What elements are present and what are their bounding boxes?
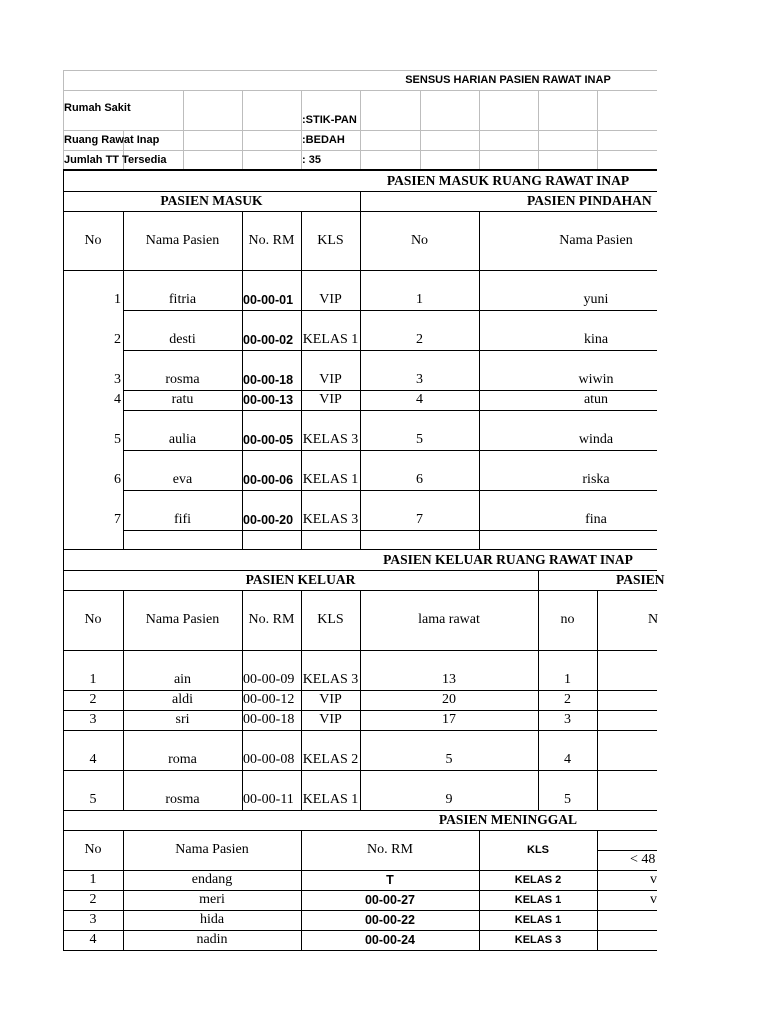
discharges-nama-header: Nama Pasien: [145, 612, 220, 627]
admissions-pindahan_no-cell: 3: [416, 372, 423, 387]
admissions-kls-cell: KELAS 3: [302, 432, 359, 447]
bed-count-label: Jumlah TT Tersedia: [64, 154, 167, 166]
section-heading-deaths: PASIEN MENINGGAL: [438, 812, 578, 827]
deaths-rm-cell: 00-00-24: [364, 933, 416, 947]
admissions-pindahan_nama-header: Nama Pasien: [559, 232, 633, 248]
deaths-no-cell: 3: [89, 912, 97, 927]
admissions-nama-cell: eva: [172, 472, 193, 487]
deaths-nama-cell: meri: [199, 892, 225, 907]
admissions-no-cell: 6: [114, 472, 121, 487]
discharges-right-header: N: [648, 612, 659, 627]
admissions-rm-cell: 00-00-20: [243, 513, 294, 527]
admissions-pindahan_no-cell: 4: [416, 392, 423, 407]
deaths-no-cell: 2: [89, 892, 97, 907]
discharges-kls-cell: KELAS 3: [302, 672, 359, 687]
discharges-no2-cell: 3: [564, 712, 571, 727]
discharges-kls-header: KLS: [317, 612, 344, 627]
discharges-no2-cell: 2: [564, 692, 571, 707]
discharges-rm-cell: 00-00-08: [243, 752, 295, 767]
admissions-nama-cell: desti: [169, 332, 196, 347]
discharges-lama_rawat-cell: 13: [442, 672, 456, 687]
admissions-pindahan_no-cell: 2: [416, 332, 423, 347]
deaths-under_48-cell: v: [650, 892, 657, 907]
discharges-kls-cell: KELAS 1: [302, 792, 359, 807]
admissions-rm-cell: 00-00-01: [243, 293, 294, 307]
deaths-nama-cell: endang: [191, 872, 233, 887]
deaths-kls-cell: KELAS 3: [514, 934, 562, 946]
admissions-nama-cell: fifi: [173, 512, 192, 527]
deaths-kls-cell: KELAS 1: [514, 914, 562, 926]
discharges-lama_rawat-cell: 17: [442, 712, 456, 727]
admissions-no-cell: 1: [114, 292, 121, 307]
admissions-pindahan_nama-cell: winda: [578, 432, 614, 447]
cell-border: [123, 530, 657, 531]
admissions-no-header: No: [84, 232, 102, 248]
cell-border: [597, 830, 598, 951]
cell-border: [479, 90, 480, 171]
group-heading-transferred: PASIEN PINDAHAN: [527, 193, 652, 208]
deaths-nama-cell: hida: [199, 912, 225, 927]
deaths-no-cell: 1: [89, 872, 97, 887]
deaths-kls-header: KLS: [527, 844, 549, 856]
admissions-no-cell: 2: [114, 332, 121, 347]
group-heading-right: PASIEN: [616, 572, 665, 587]
admissions-nama-cell: rosma: [165, 372, 200, 387]
admissions-pindahan_no-cell: 7: [416, 512, 423, 527]
admissions-nama-cell: fitria: [168, 292, 197, 307]
deaths-nama-cell: nadin: [196, 932, 228, 947]
admissions-kls-header: KLS: [317, 232, 344, 248]
admissions-kls-cell: KELAS 1: [302, 472, 359, 487]
discharges-no-cell: 5: [89, 792, 97, 807]
cell-border: [538, 90, 539, 171]
admissions-pindahan_nama-cell: yuni: [583, 292, 609, 307]
discharges-no-header: No: [84, 612, 102, 627]
admissions-kls-cell: VIP: [319, 372, 342, 387]
section-heading-admissions: PASIEN MASUK RUANG RAWAT INAP: [386, 172, 630, 188]
admissions-rm-cell: 00-00-13: [243, 393, 294, 407]
admissions-pindahan_no-cell: 5: [416, 432, 423, 447]
discharges-no2-cell: 1: [564, 672, 571, 687]
admissions-nama-header: Nama Pasien: [145, 232, 220, 248]
group-heading-admitted: PASIEN MASUK: [160, 193, 263, 208]
deaths-rm-cell: 00-00-22: [364, 913, 416, 927]
discharges-no-cell: 1: [89, 672, 97, 687]
cell-border: [597, 90, 598, 171]
cell-border: [63, 950, 657, 951]
admissions-no-cell: 5: [114, 432, 121, 447]
admissions-rm-cell: 00-00-05: [243, 433, 294, 447]
discharges-no-cell: 4: [89, 752, 97, 767]
cell-border: [538, 570, 539, 591]
admissions-pindahan_nama-cell: fina: [585, 512, 607, 527]
deaths-rm-cell: 00-00-27: [364, 893, 416, 907]
discharges-no2-cell: 5: [564, 792, 571, 807]
hospital-value: :STIK-PAN: [302, 114, 357, 126]
discharges-lama_rawat-cell: 5: [445, 752, 453, 767]
discharges-lama_rawat-cell: 9: [445, 792, 453, 807]
discharges-lama_rawat-cell: 20: [442, 692, 456, 707]
discharges-no-cell: 3: [89, 712, 97, 727]
admissions-kls-cell: KELAS 1: [302, 332, 359, 347]
discharges-kls-cell: VIP: [319, 692, 342, 707]
admissions-rm-cell: 00-00-06: [243, 473, 294, 487]
deaths-no-header: No: [84, 842, 102, 857]
discharges-no2-header: no: [560, 612, 575, 627]
discharges-nama-cell: rosma: [165, 792, 200, 807]
ward-value: :BEDAH: [302, 134, 345, 146]
admissions-no-cell: 4: [114, 392, 121, 407]
discharges-kls-cell: KELAS 2: [302, 752, 359, 767]
cell-border: [360, 191, 361, 212]
discharges-rm-cell: 00-00-18: [243, 712, 295, 727]
deaths-rm-header: No. RM: [367, 842, 413, 857]
admissions-kls-cell: VIP: [319, 292, 342, 307]
deaths-kls-cell: KELAS 2: [514, 874, 562, 886]
discharges-nama-cell: roma: [168, 752, 197, 767]
discharges-rm-header: No. RM: [248, 612, 295, 627]
deaths-kls-cell: KELAS 1: [514, 894, 562, 906]
discharges-lama_rawat-header: lama rawat: [418, 612, 480, 627]
hospital-label: Rumah Sakit: [64, 102, 131, 114]
ward-label: Ruang Rawat Inap: [64, 134, 160, 146]
discharges-rm-cell: 00-00-09: [243, 672, 295, 687]
deaths-under_48-header: < 48: [630, 852, 656, 867]
admissions-rm-header: No. RM: [248, 232, 295, 248]
report-title: SENSUS HARIAN PASIEN RAWAT INAP: [405, 74, 611, 86]
admissions-pindahan_nama-cell: wiwin: [578, 372, 614, 387]
deaths-nama-header: Nama Pasien: [175, 842, 249, 857]
admissions-rm-cell: 00-00-18: [243, 373, 294, 387]
admissions-pindahan_no-cell: 6: [416, 472, 423, 487]
discharges-kls-cell: VIP: [319, 712, 342, 727]
admissions-pindahan_nama-cell: riska: [582, 472, 610, 487]
section-heading-discharges: PASIEN KELUAR RUANG RAWAT INAP: [383, 551, 633, 567]
admissions-pindahan_no-cell: 1: [416, 292, 423, 307]
admissions-no-cell: 7: [114, 512, 121, 527]
admissions-pindahan_nama-cell: atun: [583, 392, 609, 407]
discharges-no2-cell: 4: [564, 752, 571, 767]
admissions-pindahan_no-header: No: [410, 232, 429, 248]
cell-border: [597, 590, 598, 811]
discharges-nama-cell: ain: [173, 672, 192, 687]
admissions-nama-cell: ratu: [171, 392, 194, 407]
admissions-nama-cell: aulia: [168, 432, 197, 447]
discharges-rm-cell: 00-00-12: [243, 692, 295, 707]
deaths-rm-cell: T: [386, 873, 394, 887]
deaths-under_48-cell: v: [650, 872, 657, 887]
admissions-no-cell: 3: [114, 372, 121, 387]
deaths-no-cell: 4: [89, 932, 97, 947]
admissions-kls-cell: KELAS 3: [302, 512, 359, 527]
group-heading-discharged: PASIEN KELUAR: [245, 572, 356, 587]
admissions-rm-cell: 00-00-02: [243, 333, 294, 347]
bed-count-value: : 35: [302, 154, 321, 166]
discharges-rm-cell: 00-00-11: [243, 792, 294, 807]
admissions-pindahan_nama-cell: kina: [583, 332, 609, 347]
admissions-kls-cell: VIP: [319, 392, 342, 407]
discharges-nama-cell: aldi: [172, 692, 193, 707]
discharges-no-cell: 2: [89, 692, 97, 707]
discharges-nama-cell: sri: [175, 712, 190, 727]
